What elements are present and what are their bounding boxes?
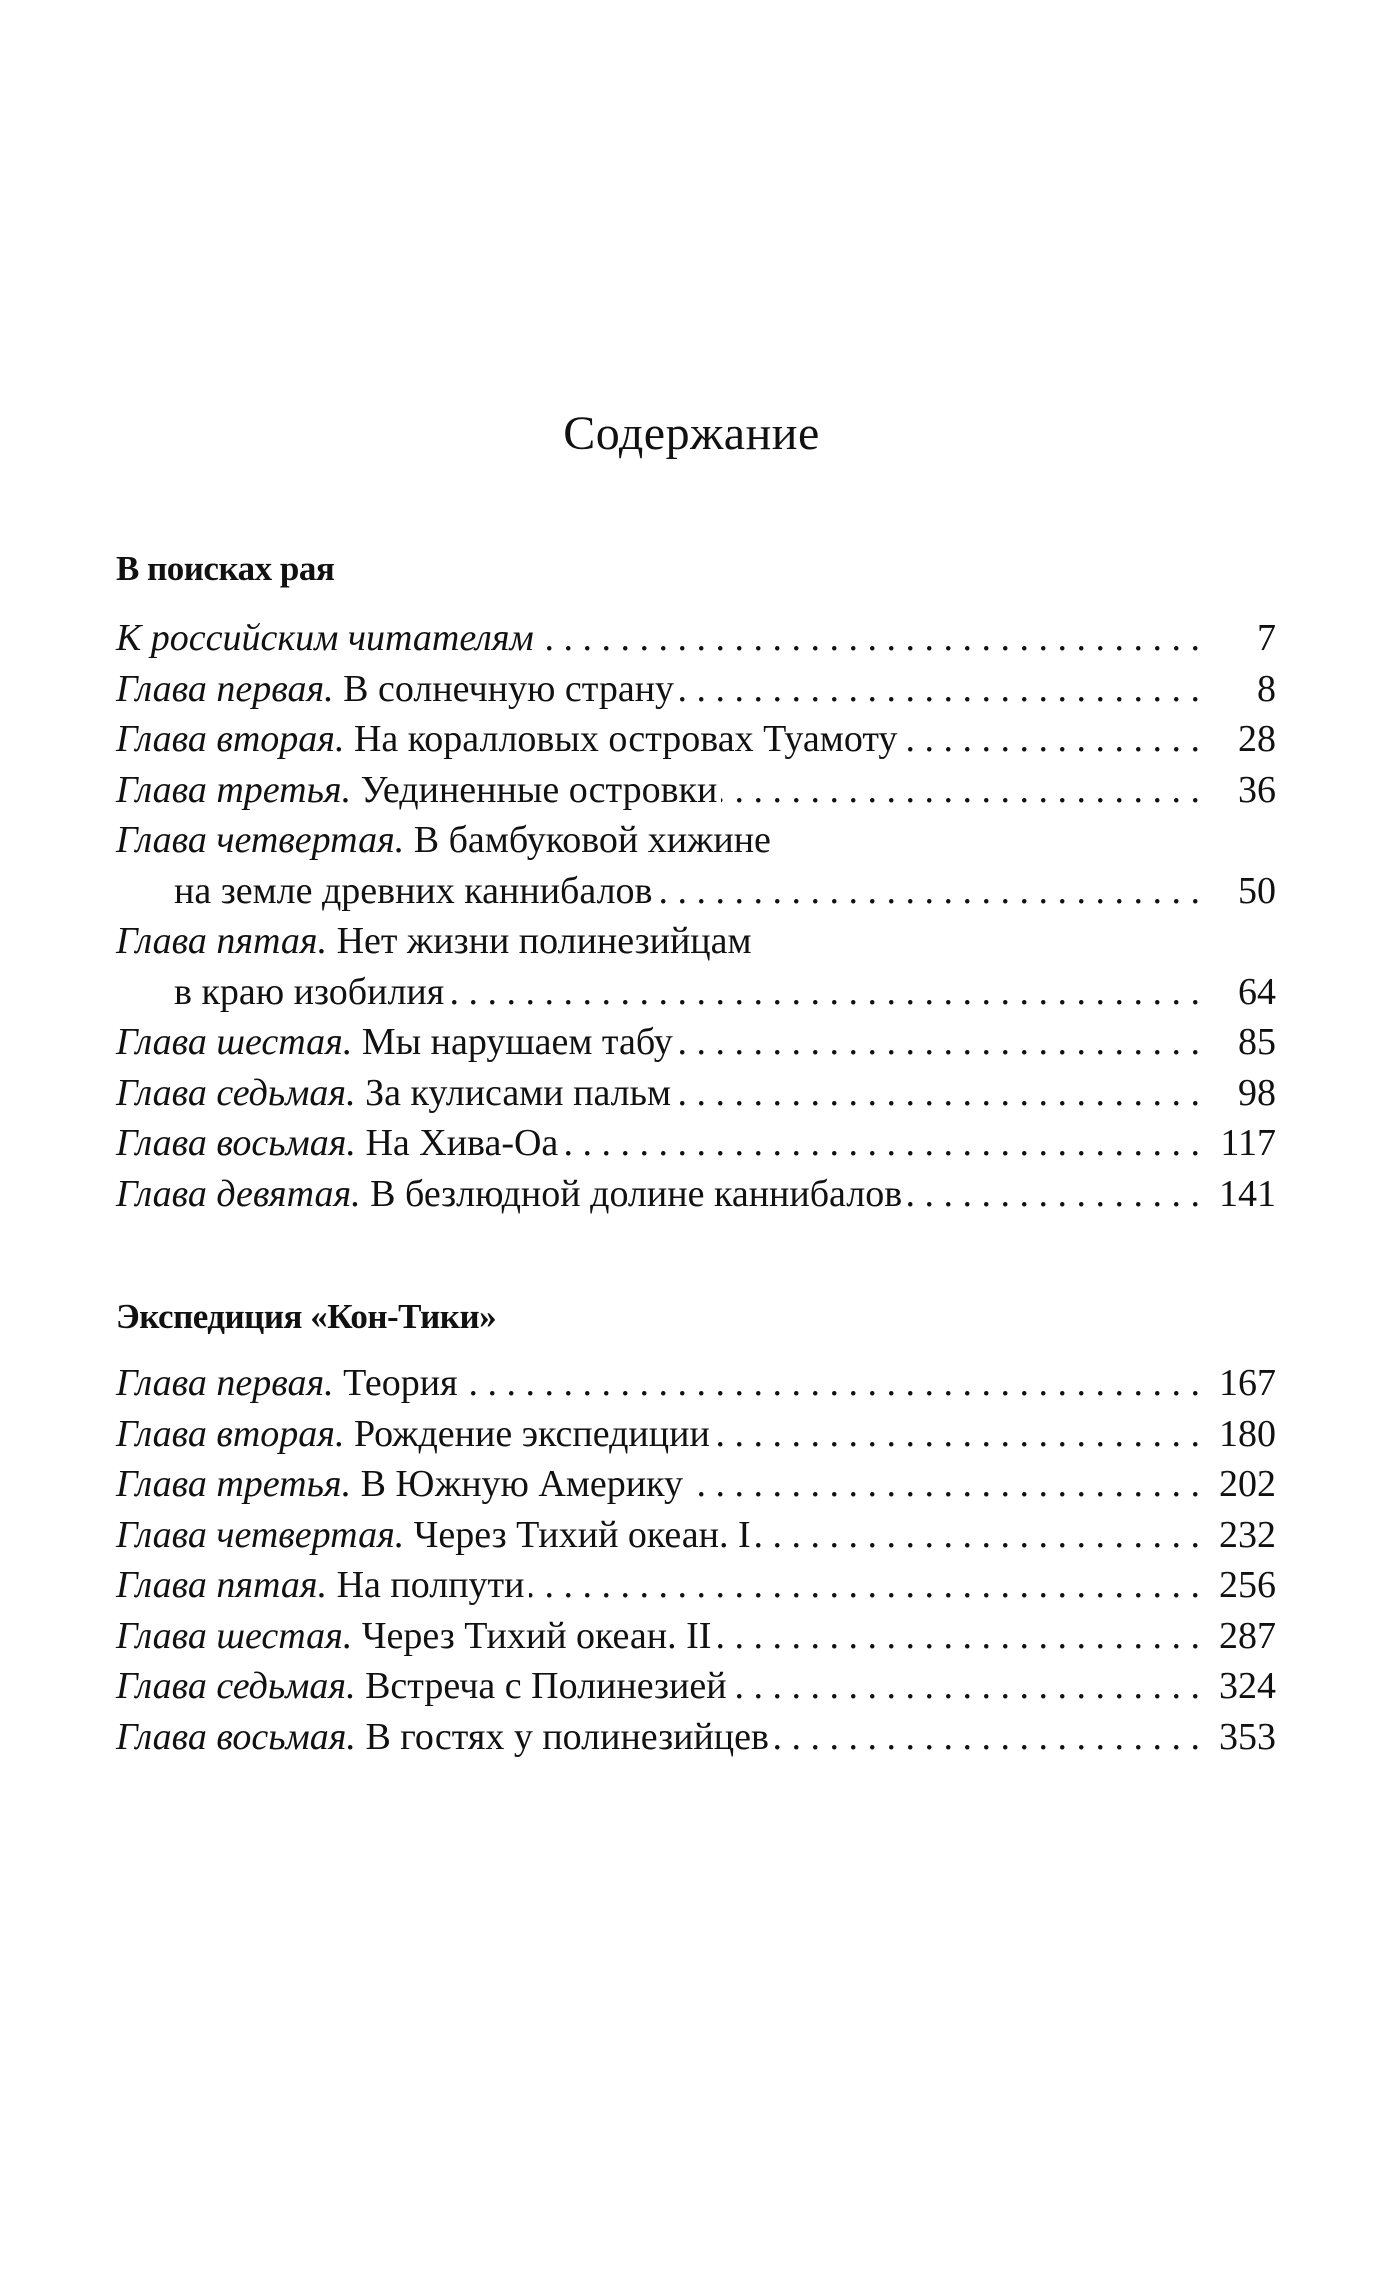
dot-leader (721, 765, 1200, 816)
page-number: 256 (1219, 1564, 1276, 1606)
chapter-label: Глава пятая. (116, 920, 328, 962)
chapter-label: Глава третья. (116, 1463, 352, 1505)
toc-entry (116, 1358, 1276, 1409)
dot-leader (678, 664, 1200, 715)
page-number: 117 (1220, 1122, 1276, 1164)
page-number: 141 (1219, 1172, 1276, 1215)
page-number: 287 (1219, 1614, 1276, 1657)
toc-entry (116, 1611, 1276, 1662)
page-number: 7 (1257, 617, 1276, 659)
dot-leader (906, 1169, 1200, 1220)
chapter-label: К российским читателям (116, 617, 534, 659)
dot-leader (687, 1459, 1200, 1510)
chapter-label: Глава пятая. (116, 1564, 328, 1606)
page-number: 324 (1219, 1665, 1276, 1707)
chapter-label: Глава четвертая. (116, 1513, 405, 1556)
toc-entry-continuation (116, 967, 1276, 1018)
chapter-title: Через Тихий океан. II (361, 1614, 712, 1657)
dot-leader (562, 1118, 1200, 1169)
dot-leader (538, 613, 1200, 664)
toc-entry (116, 1409, 1276, 1460)
chapter-title: В Южную Америку (360, 1463, 684, 1505)
page-number: 50 (1238, 869, 1276, 912)
dot-leader (773, 1712, 1200, 1763)
chapter-title: Встреча с Полинезией (365, 1665, 727, 1707)
page-number: 28 (1238, 718, 1276, 760)
chapter-label: Глава восьмая. (116, 1122, 356, 1164)
chapter-title-continued: в краю изобилия (174, 970, 445, 1013)
chapter-label: Глава восьмая. (116, 1715, 356, 1758)
section-heading: Экспедиция «Кон-Тики» (116, 1297, 497, 1336)
dot-leader (675, 1068, 1200, 1119)
chapter-title: В бамбуковой хижине (413, 819, 771, 861)
page-number: 8 (1257, 667, 1276, 710)
toc-entry (116, 613, 1276, 664)
chapter-title: Через Тихий океан. I (413, 1513, 751, 1556)
dot-leader (462, 1358, 1200, 1409)
toc-entry (116, 1560, 1276, 1611)
toc-entry (116, 1118, 1276, 1169)
toc-entry (116, 916, 1276, 967)
dot-leader (715, 1611, 1200, 1662)
toc-entry (116, 664, 1276, 715)
page-number: 98 (1238, 1071, 1276, 1114)
chapter-label: Глава вторая. (116, 1412, 345, 1455)
toc-section-2 (116, 1358, 1276, 1762)
dot-leader (755, 1510, 1200, 1561)
toc-entry (116, 1459, 1276, 1510)
chapter-title: На полпути (336, 1564, 525, 1606)
toc-entry (116, 815, 1276, 866)
chapter-label: Глава первая. (116, 667, 334, 710)
toc-entry (116, 1661, 1276, 1712)
chapter-title: Уединенные островки (360, 768, 718, 811)
chapter-title: Рождение экспедиции (353, 1412, 710, 1455)
toc-entry (116, 765, 1276, 816)
toc-entry (116, 1712, 1276, 1763)
dot-leader (448, 967, 1200, 1018)
chapter-label: Глава шестая. (116, 1021, 353, 1063)
chapter-label: Глава шестая. (116, 1614, 353, 1657)
page-number: 64 (1238, 970, 1276, 1013)
toc-entry (116, 1169, 1276, 1220)
toc-entry (116, 1510, 1276, 1561)
chapter-label: Глава вторая. (116, 718, 345, 760)
page-number: 353 (1219, 1715, 1276, 1758)
toc-entry (116, 714, 1276, 765)
page-number: 180 (1219, 1412, 1276, 1455)
chapter-label: Глава четвертая. (116, 819, 405, 861)
chapter-title: На Хива-Оа (365, 1122, 559, 1164)
chapter-label: Глава седьмая. (116, 1071, 356, 1114)
dot-leader (656, 866, 1200, 917)
dot-leader (677, 1017, 1200, 1068)
toc-entry-continuation (116, 866, 1276, 917)
page-number: 36 (1238, 768, 1276, 811)
chapter-title: В безлюдной долине каннибалов (370, 1172, 903, 1215)
dot-leader (529, 1560, 1201, 1611)
chapter-label: Глава первая. (116, 1362, 334, 1404)
dot-leader (714, 1409, 1200, 1460)
page-number: 167 (1219, 1362, 1276, 1404)
chapter-title: За кулисами пальм (365, 1071, 671, 1114)
chapter-label: Глава седьмая. (116, 1665, 356, 1707)
dot-leader (731, 1661, 1200, 1712)
chapter-title: На коралловых островах Туамоту (353, 718, 898, 760)
chapter-title-continued: на земле древних каннибалов (174, 869, 653, 912)
chapter-title: Теория (343, 1362, 458, 1404)
page-title: Содержание (563, 407, 820, 460)
chapter-label: Глава третья. (116, 768, 352, 811)
toc-entry (116, 1017, 1276, 1068)
page-number: 232 (1219, 1513, 1276, 1556)
page-number: 202 (1219, 1463, 1276, 1505)
toc-section-1 (116, 613, 1276, 1219)
page-number: 85 (1238, 1021, 1276, 1063)
chapter-title: Нет жизни полинезийцам (336, 920, 752, 962)
chapter-title: В гостях у полинезийцев (365, 1715, 769, 1758)
chapter-title: В солнечную страну (343, 667, 675, 710)
chapter-label: Глава девятая. (116, 1172, 361, 1215)
section-heading: В поисках рая (116, 549, 335, 588)
chapter-title: Мы нарушаем табу (361, 1021, 673, 1063)
dot-leader (901, 714, 1200, 765)
toc-entry (116, 1068, 1276, 1119)
